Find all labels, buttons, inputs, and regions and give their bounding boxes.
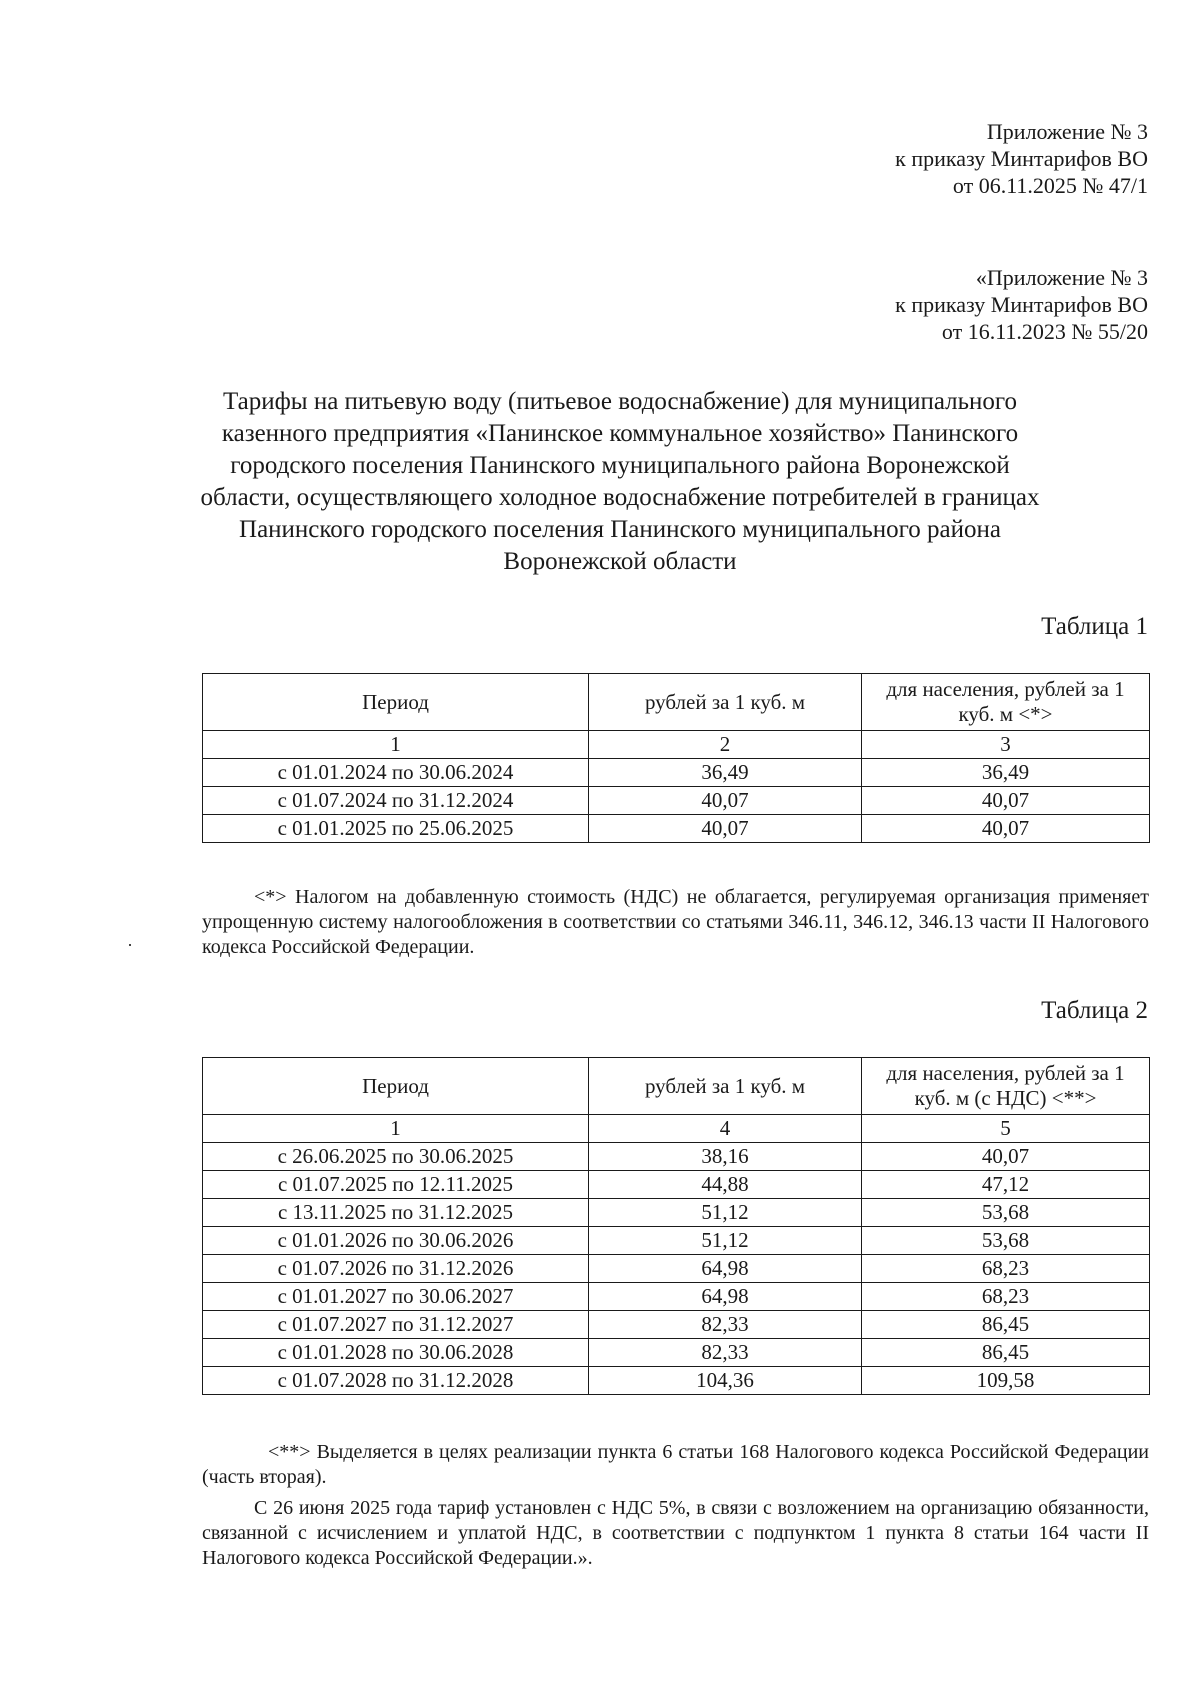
rate-cell: 64,98 [589, 1255, 862, 1283]
table-row [203, 1339, 1150, 1367]
scan-speck [129, 944, 131, 946]
rate-cell: 40,07 [589, 787, 862, 815]
rate-cell: 82,33 [589, 1339, 862, 1367]
period-cell: с 01.07.2027 по 31.12.2027 [203, 1311, 589, 1339]
table-column-numbers-row [203, 1115, 1150, 1143]
tariff-table-2 [202, 1057, 1150, 1395]
column-number: 3 [862, 731, 1150, 759]
attachment-header-previous [895, 264, 1148, 345]
population-rate-cell: 68,23 [862, 1283, 1150, 1311]
population-rate-cell: 40,07 [862, 787, 1150, 815]
population-rate-cell: 86,45 [862, 1339, 1150, 1367]
header-population-rate: для населения, рублей за 1 куб. м <*> [862, 674, 1150, 731]
rate-cell: 40,07 [589, 815, 862, 843]
table-row [203, 1171, 1150, 1199]
table-row [203, 1367, 1150, 1395]
table1-caption: Таблица 1 [1041, 613, 1148, 640]
footnote-vat-allocation: <**> Выделяется в целях реализации пункта 6 статьи 168 Налогового кодекса Российской Федерации (часть вторая). [202, 1441, 1149, 1488]
rate-cell: 64,98 [589, 1283, 862, 1311]
population-rate-cell: 36,49 [862, 759, 1150, 787]
rate-cell: 38,16 [589, 1143, 862, 1171]
attachment-order-date: от 16.11.2023 № 55/20 [941, 319, 1148, 344]
attachment-order-ref: к приказу Минтарифов ВО [895, 292, 1148, 317]
period-cell: с 26.06.2025 по 30.06.2025 [203, 1143, 589, 1171]
attachment-number: «Приложение № 3 [975, 265, 1148, 290]
period-cell: с 01.07.2026 по 31.12.2026 [203, 1255, 589, 1283]
table2-caption: Таблица 2 [1041, 997, 1148, 1024]
population-rate-cell: 68,23 [862, 1255, 1150, 1283]
table-row [203, 1311, 1150, 1339]
period-cell: с 01.07.2028 по 31.12.2028 [203, 1367, 589, 1395]
attachment-header-current [895, 118, 1148, 199]
period-cell: с 01.07.2024 по 31.12.2024 [203, 787, 589, 815]
attachment-order-ref: к приказу Минтарифов ВО [895, 146, 1148, 171]
rate-cell: 51,12 [589, 1227, 862, 1255]
table-row [203, 759, 1150, 787]
table-row [203, 1255, 1150, 1283]
header-rate: рублей за 1 куб. м [589, 1058, 862, 1115]
rate-cell: 82,33 [589, 1311, 862, 1339]
table-row [203, 1227, 1150, 1255]
header-population-rate: для населения, рублей за 1 куб. м (с НДС) <**> [862, 1058, 1150, 1115]
table-header-row [203, 674, 1150, 731]
period-cell: с 01.01.2027 по 30.06.2027 [203, 1283, 589, 1311]
period-cell: с 01.01.2028 по 30.06.2028 [203, 1339, 589, 1367]
period-cell: с 01.01.2026 по 30.06.2026 [203, 1227, 589, 1255]
table-row [203, 815, 1150, 843]
document-title: Тарифы на питьевую воду (питьевое водоснабжение) для муниципального казенного предприятия «Панинское коммунальное хозяйство» Панинского городского поселения Панинского муниципального района Воронежской области, осуществляющего холодное водоснабжение потребителей в границах Панинского городского поселения Панинского муниципального района Воронежской области [200, 388, 1040, 575]
table-row [203, 1143, 1150, 1171]
column-number: 1 [203, 731, 589, 759]
rate-cell: 36,49 [589, 759, 862, 787]
population-rate-cell: 109,58 [862, 1367, 1150, 1395]
tariff-table-1 [202, 673, 1150, 843]
attachment-number: Приложение № 3 [986, 119, 1148, 144]
period-cell: с 01.01.2025 по 25.06.2025 [203, 815, 589, 843]
table-column-numbers-row [203, 731, 1150, 759]
population-rate-cell: 86,45 [862, 1311, 1150, 1339]
population-rate-cell: 40,07 [862, 1143, 1150, 1171]
table-row [203, 787, 1150, 815]
footnote-no-vat: <*> Налогом на добавленную стоимость (НДС) не облагается, регулируемая организация применяет упрощенную систему налогообложения в соответствии со статьями 346.11, 346.12, 346.13 части II Налогового кодекса Российской Федерации. [202, 886, 1149, 958]
population-rate-cell: 53,68 [862, 1227, 1150, 1255]
population-rate-cell: 40,07 [862, 815, 1150, 843]
vat-rate-explanation: С 26 июня 2025 года тариф установлен с НДС 5%, в связи с возложением на организацию обязанности, связанной с исчислением и уплатой НДС, в соответствии с подпунктом 1 пункта 8 статьи 164 части II Налогового кодекса Российской Федерации.». [202, 1497, 1149, 1569]
header-period: Период [203, 1058, 589, 1115]
period-cell: с 01.07.2025 по 12.11.2025 [203, 1171, 589, 1199]
population-rate-cell: 53,68 [862, 1199, 1150, 1227]
header-rate: рублей за 1 куб. м [589, 674, 862, 731]
column-number: 1 [203, 1115, 589, 1143]
table-row [203, 1199, 1150, 1227]
header-period: Период [203, 674, 589, 731]
table-row [203, 1283, 1150, 1311]
column-number: 4 [589, 1115, 862, 1143]
table-header-row [203, 1058, 1150, 1115]
column-number: 2 [589, 731, 862, 759]
column-number: 5 [862, 1115, 1150, 1143]
rate-cell: 51,12 [589, 1199, 862, 1227]
population-rate-cell: 47,12 [862, 1171, 1150, 1199]
rate-cell: 104,36 [589, 1367, 862, 1395]
attachment-order-date: от 06.11.2025 № 47/1 [952, 173, 1148, 198]
period-cell: с 01.01.2024 по 30.06.2024 [203, 759, 589, 787]
rate-cell: 44,88 [589, 1171, 862, 1199]
period-cell: с 13.11.2025 по 31.12.2025 [203, 1199, 589, 1227]
